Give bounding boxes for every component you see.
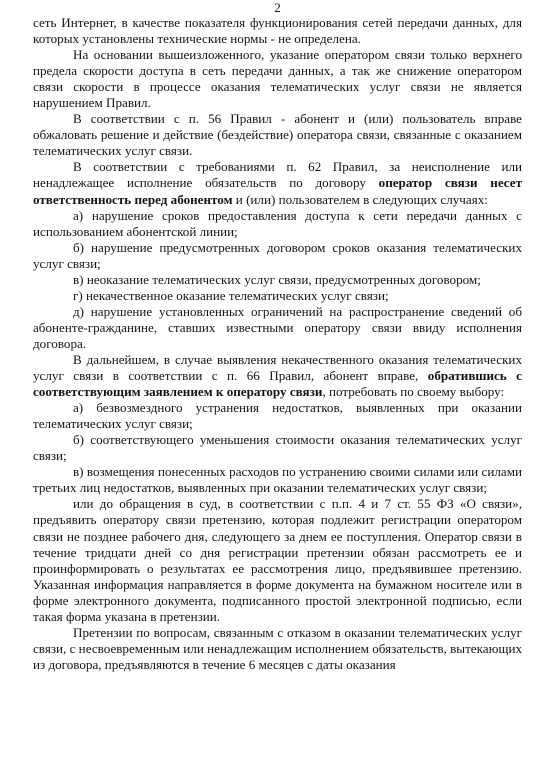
liability-text-before: В соответствии с требованиями п. 62 Правил, за неисполнение или ненадлежащее исполнение обязательств по договору [33, 159, 522, 191]
page-number: 2 [274, 0, 281, 15]
liability-bold-text: оператор связи несет ответственность перед абонентом [33, 175, 523, 207]
paragraph-subscriber-claim [33, 352, 522, 400]
paragraph-internet-indicator: сеть Интернет, в качестве показателя функционирования сетей передачи данных, для которых установлены технические нормы - не определена. [33, 15, 522, 47]
claim-item-a: а) безвозмездного устранения недостатков, выявленных при оказании телематических услуг связи; [33, 400, 522, 432]
claim-text-after: , потребовать по своему выбору: [322, 384, 505, 400]
liability-item-b: б) нарушение предусмотренных договором сроков оказания телематических услуг связи; [33, 239, 522, 271]
paragraph-speed-limit: На основании вышеизложенного, указание оператором связи только верхнего предела скорости доступа в сеть передачи данных, а так же снижение оператором связи скорости в процессе оказания телематических услуг связи не является нарушением Правил. [33, 47, 522, 111]
liability-item-g: г) некачественное оказание телематических услуг связи; [73, 287, 389, 303]
liability-item-v: в) неоказание телематических услуг связи, предусмотренных договором; [73, 271, 481, 287]
liability-item-a: а) нарушение сроков предоставления доступа к сети передачи данных с использованием абонентской линии; [33, 207, 522, 239]
liability-text-after: и (или) пользователем в следующих случаях: [232, 191, 488, 207]
paragraph-appeal-right: В соответствии с п. 56 Правил - абонент и (или) пользователь вправе обжаловать решение и действие (бездействие) оператора связи, связанные с оказанием телематических услуг связи. [33, 111, 522, 159]
liability-item-d: д) нарушение установленных ограничений на распространение сведений об абоненте-гражданине, ставших известными оператору связи ввиду исполнения договора. [33, 303, 522, 351]
paragraph-claim-deadline: Претензии по вопросам, связанным с отказом в оказании телематических услуг связи, с несвоевременным или ненадлежащим исполнением обязательств, вытекающих из договора, предъявляются в течение 6 месяцев с даты оказания [33, 624, 522, 672]
claim-item-b: б) соответствующего уменьшения стоимости оказания телематических услуг связи; [33, 432, 522, 464]
claim-text-before: В дальнейшем, в случае выявления некачественного оказания телематических услуг связи в соответствии с п. 66 Правил, абонент вправе, [33, 351, 522, 384]
claim-item-v: в) возмещения понесенных расходов по устранению своими силами или силами третьих лиц недостатков, выявленных при оказании телематических услуг связи; [33, 464, 522, 496]
paragraph-operator-liability [33, 159, 522, 207]
paragraph-pretrial-claim: или до обращения в суд, в соответствии с п.п. 4 и 7 ст. 55 ФЗ «О связи», предъявить оператору связи претензию, которая подлежит регистрации оператором связи не позднее рабочего дня, следующего за днем ее поступления. Оператор связи в течение тридцати дней со дня регистрации претензии обязан рассмотреть ее и проинформировать о результатах ее рассмотрения лицо, предъявившее претензию. Указанная информация направляется в форме документа на бумажном носителе или в форме электронного документа, подписанного простой электронной подписью, если такая форма указана в претензии. [33, 496, 522, 624]
claim-bold-text: обратившись с соответствующим заявлением к оператору связи [33, 368, 522, 400]
